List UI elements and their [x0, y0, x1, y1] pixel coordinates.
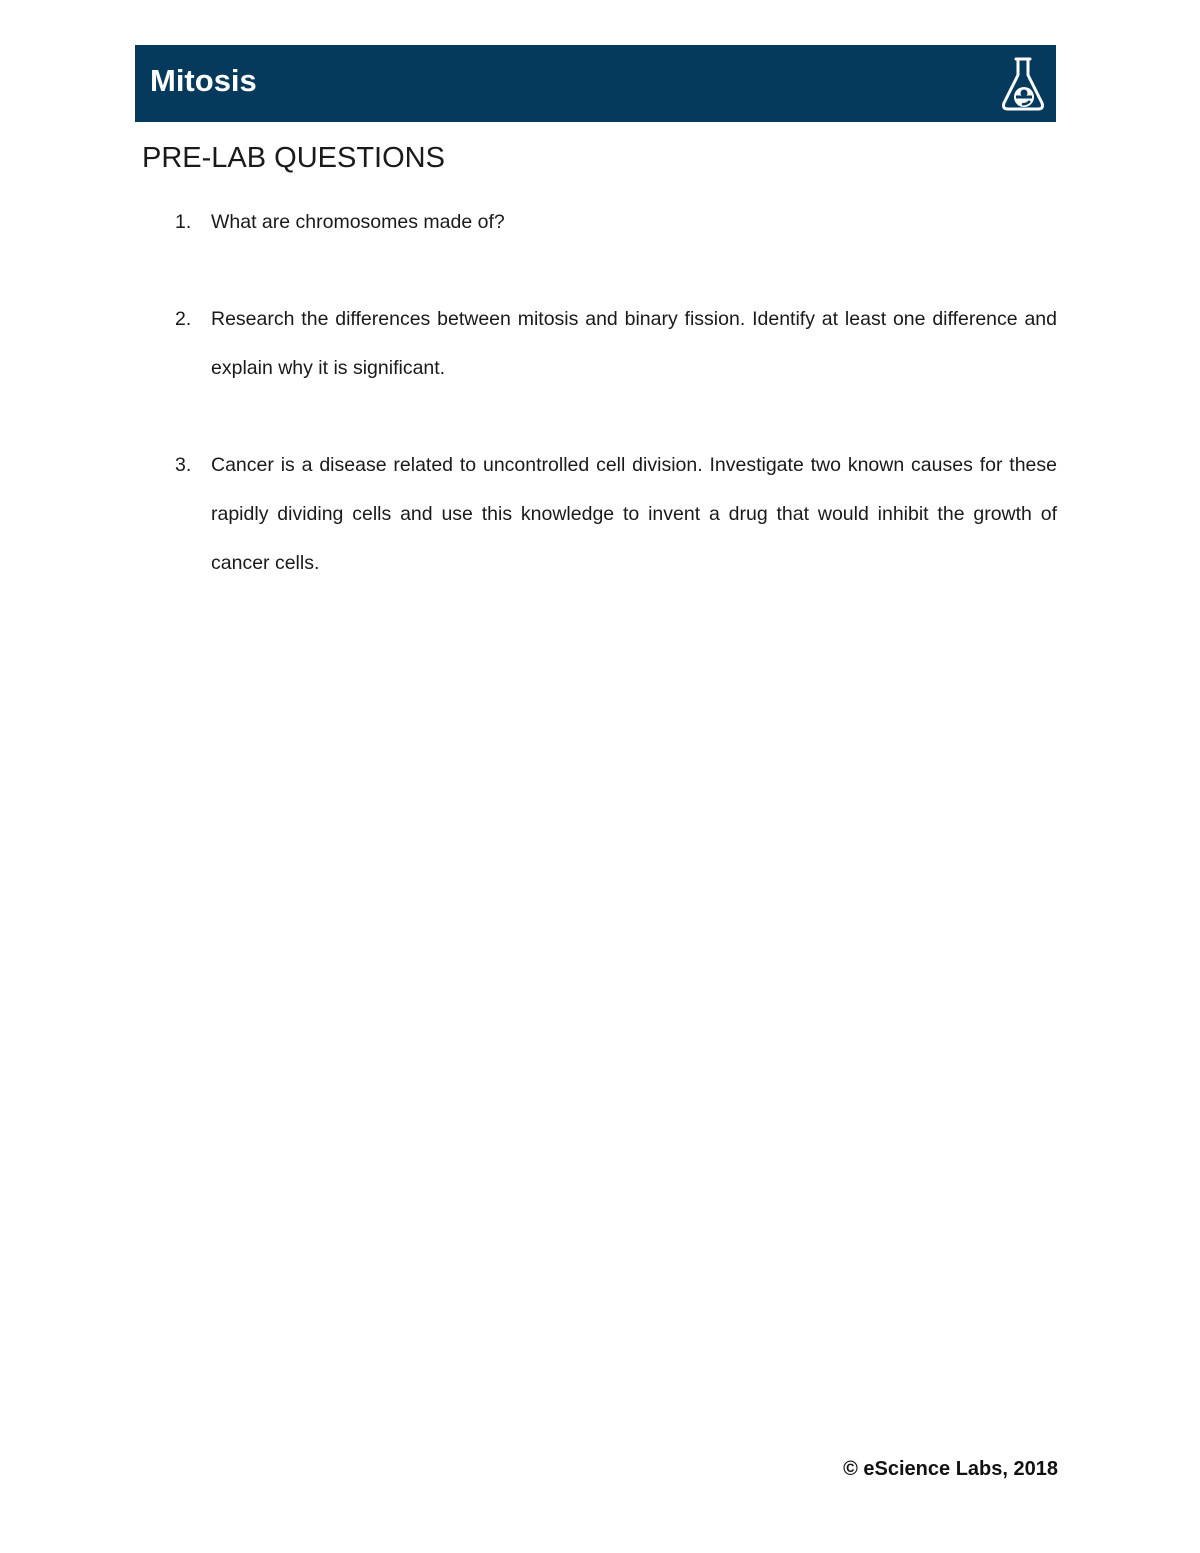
question-text: Research the differences between mitosis and binary fission. Identify at least one difference and explain why it is significant.: [211, 308, 1057, 379]
list-item: [175, 441, 1057, 588]
section-heading: PRE-LAB QUESTIONS: [142, 142, 445, 174]
question-text: What are chromosomes made of?: [211, 211, 505, 233]
title-banner: [135, 45, 1056, 122]
page-title: Mitosis: [150, 63, 257, 98]
question-list: [175, 198, 1057, 636]
question-number: 2.: [175, 308, 192, 330]
question-text: Cancer is a disease related to uncontrolled cell division. Investigate two known causes for these rapidly dividing cells and use this knowledge to invent a drug that would inhibit the growth of cancer cells.: [211, 454, 1057, 574]
escience-flask-logo-icon: [1000, 53, 1046, 115]
question-number: 1.: [175, 211, 192, 233]
question-number: 3.: [175, 454, 192, 476]
list-item: [175, 198, 1057, 247]
copyright-footer: © eScience Labs, 2018: [843, 1458, 1058, 1480]
list-item: [175, 295, 1057, 393]
